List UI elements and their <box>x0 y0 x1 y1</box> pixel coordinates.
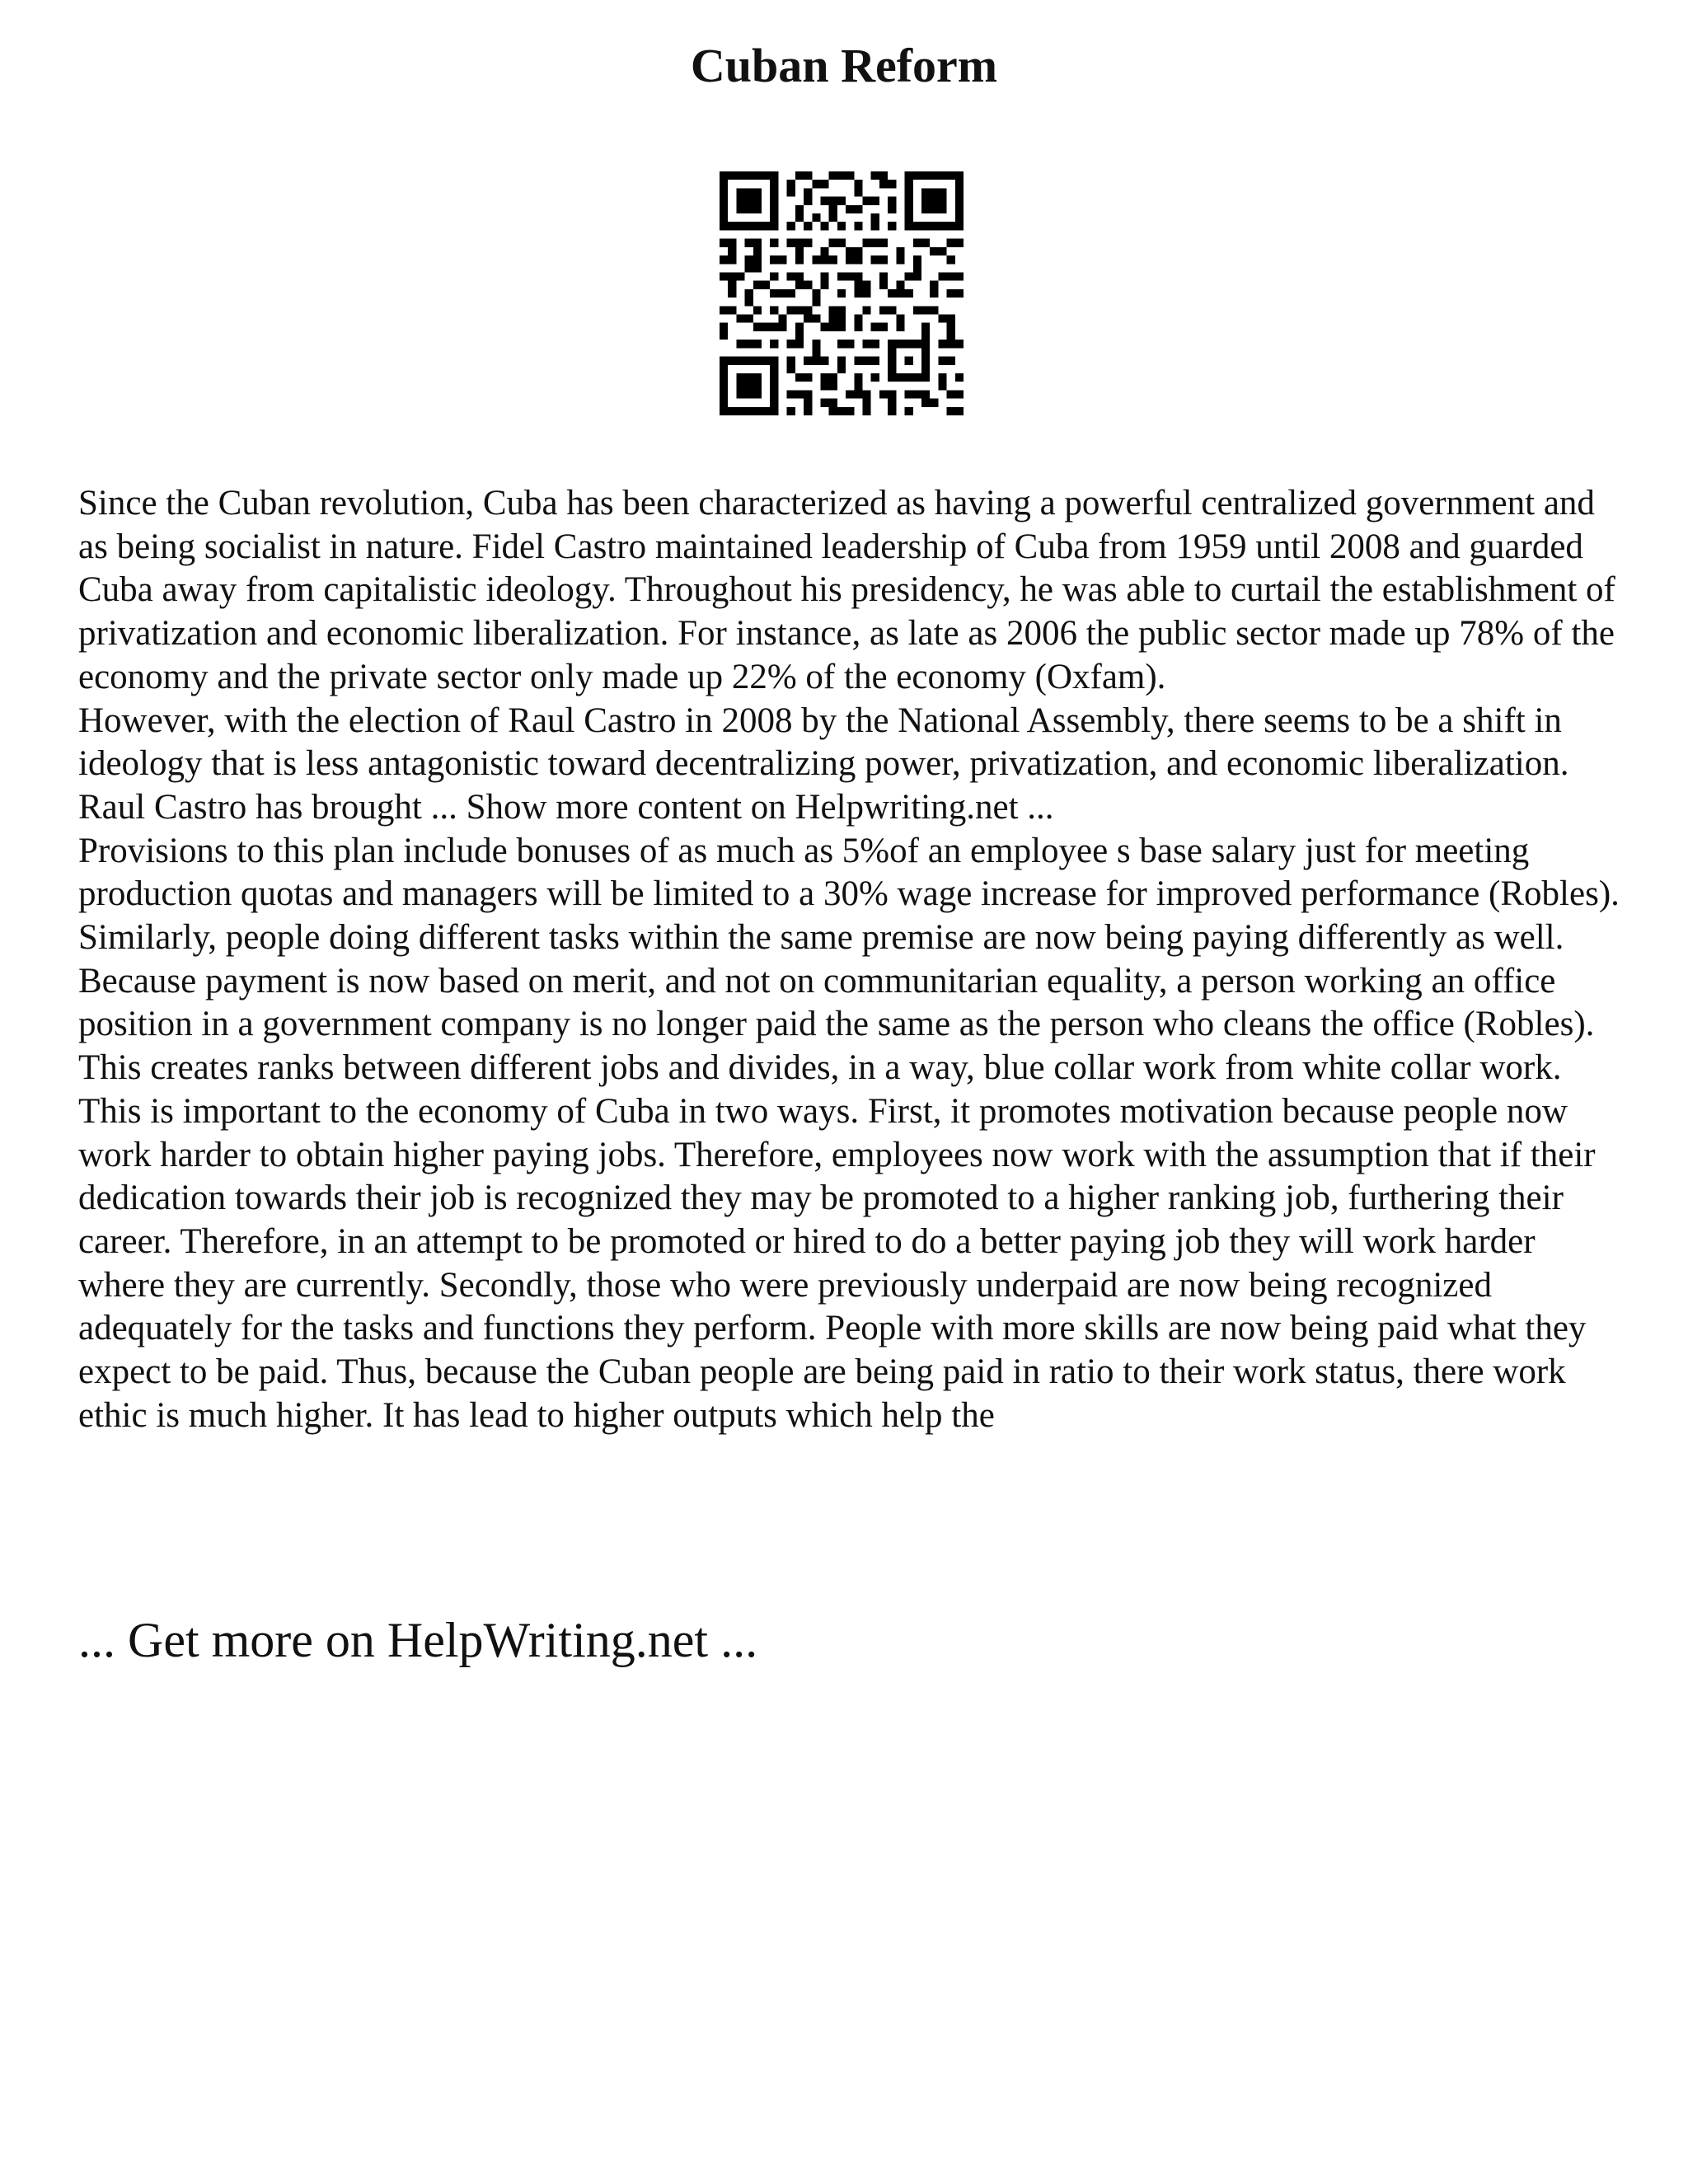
paragraph: However, with the election of Raul Castro in 2008 by the National Assembly, there seems to be a shift in ideology that is less antagonistic toward decentralizing power, privatization, and economic liberalization. Raul Castro has brought ... Show more content on Helpwriting.net ... <box>78 701 1569 827</box>
article-body <box>78 482 1628 1437</box>
qr-code-graphic <box>720 171 964 415</box>
qr-code-icon <box>720 171 964 415</box>
paragraph: Provisions to this plan include bonuses of as much as 5%of an employee s base salary just for meeting production quotas and managers will be limited to a 30% wage increase for improved performance (Robles). Similarly, people doing different tasks within the same premise are now being paying differently as well. Because payment is now based on merit, and not on communitarian equality, a person working an office position in a government company is no longer paid the same as the person who cleans the office (Robles). <box>78 831 1620 1044</box>
paragraph: Since the Cuban revolution, Cuba has been characterized as having a powerful centralized government and as being socialist in nature. Fidel Castro maintained leadership of Cuba from 1959 until 2008 and guarded Cuba away from capitalistic ideology. Throughout his presidency, he was able to curtail the establishment of privatization and economic liberalization. For instance, as late as 2006 the public sector made up 78% of the economy and the private sector only made up 22% of the economy (Oxfam). <box>78 484 1615 696</box>
paragraph: This creates ranks between different jobs and divides, in a way, blue collar work from white collar work. This is important to the economy of Cuba in two ways. First, it promotes motivation because people now work harder to obtain higher paying jobs. Therefore, employees now work with the assumption that if their dedication towards their job is recognized they may be promoted to a higher ranking job, furthering their career. Therefore, in an attempt to be promoted or hired to do a better paying job they will work harder where they are currently. Secondly, those who were previously underpaid are now being recognized adequately for the tasks and functions they perform. People with more skills are now being paid what they expect to be paid. Thus, because the Cuban people are being paid in ratio to their work status, there work ethic is much higher. It has lead to higher outputs which help the <box>78 1048 1596 1435</box>
get-more-link[interactable]: ... Get more on HelpWriting.net ... <box>78 1613 758 1667</box>
page-title: Cuban Reform <box>690 39 998 92</box>
